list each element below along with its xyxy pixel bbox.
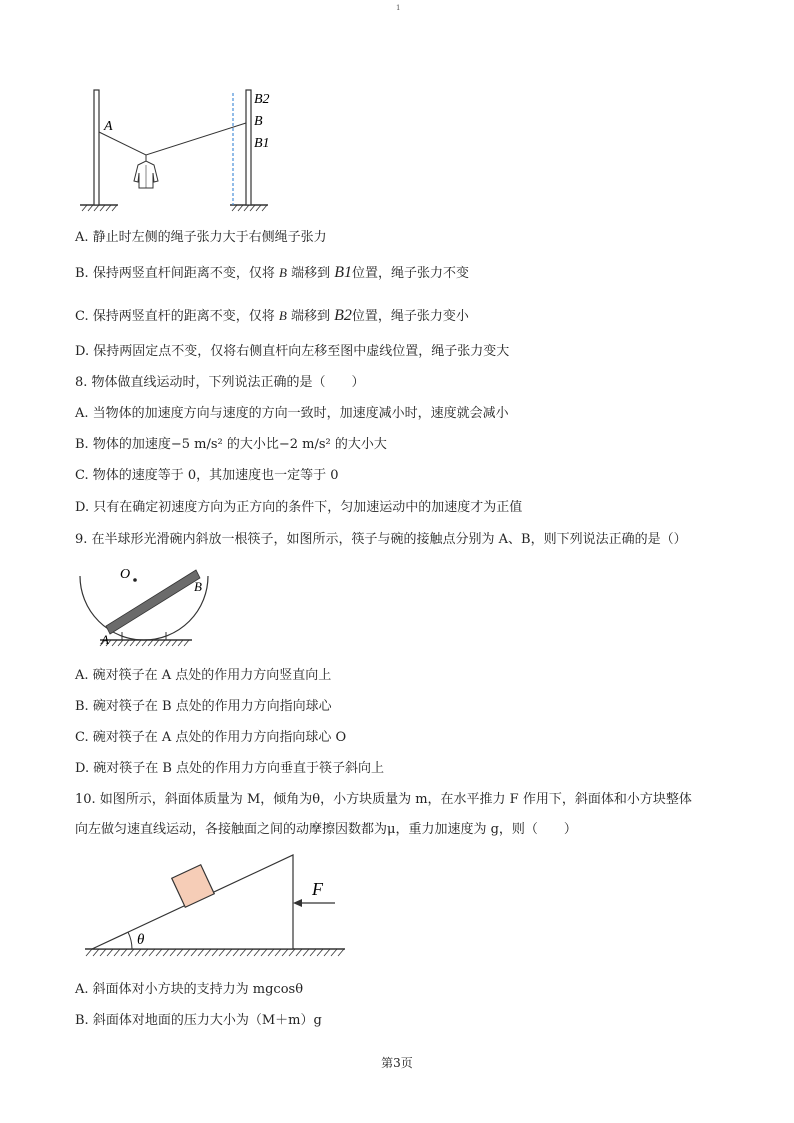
q8-option-b: B. 物体的加速度−5 m/s² 的大小比−2 m/s² 的大小大	[75, 437, 387, 452]
q9-stem: 9. 在半球形光滑碗内斜放一根筷子，如图所示，筷子与碗的接触点分别为 A、B，则下列说法正确的是（）	[75, 532, 687, 547]
q7-option-b	[75, 264, 469, 283]
label-O: O	[120, 567, 131, 582]
label-B: B	[254, 114, 263, 129]
q7-option-b-var: B	[278, 265, 287, 280]
q8-option-c: C. 物体的速度等于 0，其加速度也一定等于 0	[75, 468, 339, 483]
right-pole	[246, 90, 251, 205]
q10-stem-line1: 10. 如图所示，斜面体质量为 M，倾角为θ，小方块质量为 m，在水平推力 F 作用下，斜面体和小方块整体	[75, 792, 692, 807]
q7-option-c-var: B	[278, 308, 287, 323]
page-header-mark: 1	[396, 4, 401, 12]
q8-option-a: A. 当物体的加速度方向与速度的方向一致时，加速度减小时，速度就会减小	[75, 406, 509, 421]
q7-figure	[70, 85, 290, 215]
q9-figure	[72, 560, 222, 658]
left-pole	[94, 90, 99, 205]
q10-stem-line2: 向左做匀速直线运动，各接触面之间的动摩擦因数都为μ，重力加速度为 g，则（ ）	[75, 822, 577, 837]
arrow-head-icon	[293, 899, 302, 907]
q7-option-c	[75, 307, 469, 326]
q7-option-c-mid: 端移到	[290, 309, 330, 324]
q9-option-d: D. 碗对筷子在 B 点处的作用力方向垂直于筷子斜向上	[75, 761, 385, 776]
q7-option-c-pre: C. 保持两竖直杆的距离不变，仅将	[75, 309, 275, 324]
q10-option-a: A. 斜面体对小方块的支持力为 mgcosθ	[75, 982, 304, 997]
label-F: F	[312, 879, 323, 899]
q7-option-b-mid: 端移到	[291, 266, 331, 281]
rope	[99, 123, 246, 155]
label-A: A	[101, 632, 109, 647]
label-B2: B2	[254, 92, 270, 107]
q8-stem: 8. 物体做直线运动时，下列说法正确的是（ ）	[75, 375, 365, 390]
q10-figure	[80, 848, 350, 966]
center-o-dot	[133, 578, 137, 582]
q7-option-b-pos: B1	[334, 264, 352, 281]
q7-option-b-pre: B. 保持两竖直杆间距离不变，仅将	[75, 266, 275, 281]
q9-option-c: C. 碗对筷子在 A 点处的作用力方向指向球心 O	[75, 730, 347, 745]
label-theta: θ	[137, 932, 145, 948]
q7-option-d: D. 保持两固定点不变，仅将右侧直杆向左移至图中虚线位置，绳子张力变大	[75, 344, 510, 359]
q9-option-a: A. 碗对筷子在 A 点处的作用力方向竖直向上	[75, 668, 332, 683]
label-B1: B1	[254, 136, 270, 151]
q7-option-b-post: 位置，绳子张力不变	[352, 266, 470, 281]
label-B: B	[194, 579, 202, 594]
q7-option-c-pos: B2	[334, 307, 352, 324]
q9-option-b: B. 碗对筷子在 B 点处的作用力方向指向球心	[75, 699, 332, 714]
page-footer: 第3页	[381, 1056, 413, 1070]
ground-hatching	[86, 949, 344, 956]
q10-option-b: B. 斜面体对地面的压力大小为（M＋m）g	[75, 1013, 322, 1028]
q8-option-d: D. 只有在确定初速度方向为正方向的条件下，匀加速运动中的加速度才为正值	[75, 500, 523, 515]
q7-option-c-post: 位置，绳子张力变小	[351, 309, 469, 324]
q7-option-a: A. 静止时左侧的绳子张力大于右侧绳子张力	[75, 230, 327, 245]
label-A: A	[104, 119, 113, 134]
